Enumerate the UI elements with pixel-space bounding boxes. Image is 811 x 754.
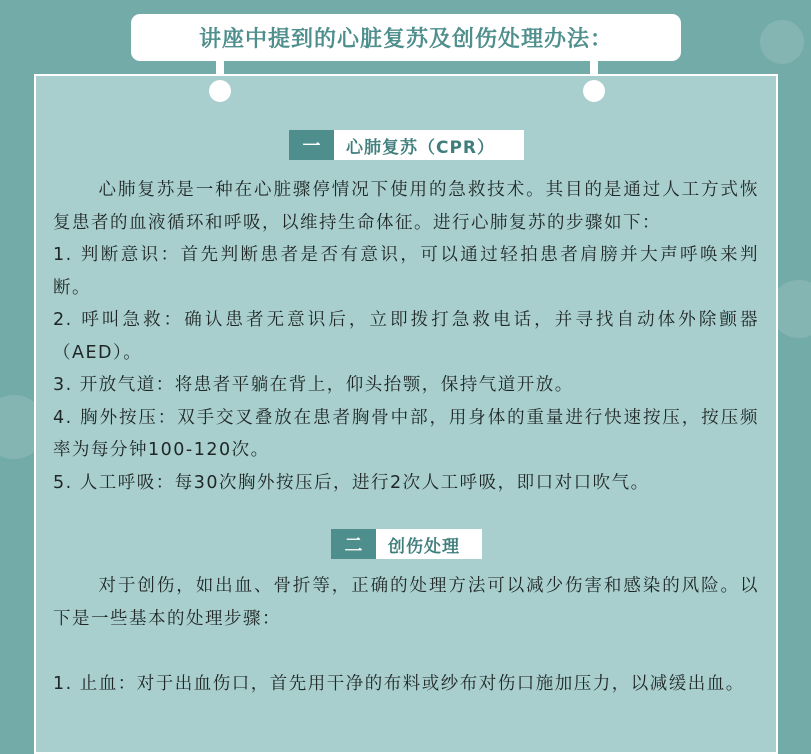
section-number: 一 — [289, 130, 334, 160]
background-decoration — [760, 20, 804, 64]
section-cpr-body — [53, 174, 759, 499]
section-trauma-body — [53, 570, 759, 700]
pin-dot-left — [209, 80, 231, 102]
list-item: 2. 呼叫急救：确认患者无意识后，立即拨打急救电话，并寻找自动体外除颤器（AED）。 — [53, 310, 759, 363]
section-intro: 心肺复苏是一种在心脏骤停情况下使用的急救技术。其目的是通过人工方式恢复患者的血液循环和呼吸，以维持生命体征。进行心肺复苏的步骤如下： — [53, 180, 759, 233]
list-item: 1. 止血：对于出血伤口，首先用干净的布料或纱布对伤口施加压力，以减缓出血。 — [53, 673, 745, 694]
pin-dot-right — [583, 80, 605, 102]
section-number: 二 — [331, 529, 376, 559]
list-item: 5. 人工呼吸：每30次胸外按压后，进行2次人工呼吸，即口对口吹气。 — [53, 472, 650, 493]
blank-line — [53, 635, 759, 668]
section-title: 心肺复苏（CPR） — [334, 130, 524, 160]
page-title: 讲座中提到的心脏复苏及创伤处理办法： — [131, 14, 681, 61]
section-cpr-heading — [289, 130, 524, 160]
list-item: 3. 开放气道：将患者平躺在背上，仰头抬颚，保持气道开放。 — [53, 375, 574, 395]
section-trauma-heading — [331, 529, 482, 559]
list-item: 4. 胸外按压：双手交叉叠放在患者胸骨中部，用身体的重量进行快速按压，按压频率为每分钟100-120次。 — [53, 407, 759, 460]
section-intro: 对于创伤，如出血、骨折等，正确的处理方法可以减少伤害和感染的风险。以下是一些基本的处理步骤： — [53, 576, 759, 629]
section-title: 创伤处理 — [376, 529, 482, 559]
list-item: 1. 判断意识：首先判断患者是否有意识，可以通过轻拍患者肩膀并大声呼唤来判断。 — [53, 245, 759, 298]
